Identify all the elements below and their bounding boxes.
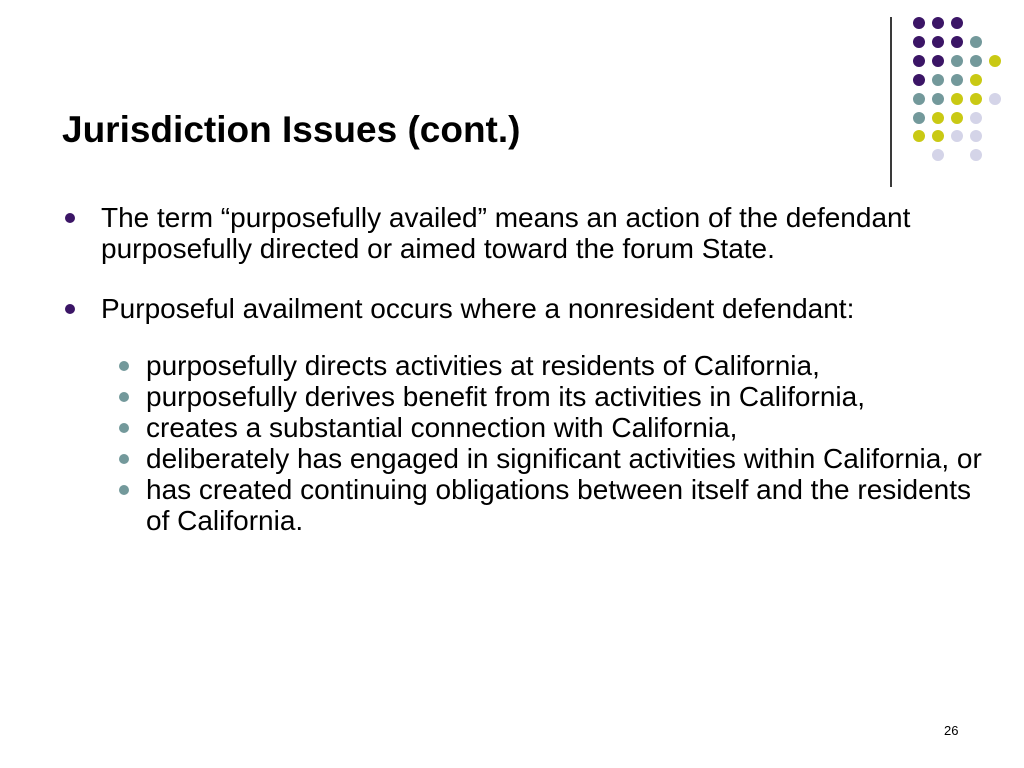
bullet-text: The term “purposefully availed” means an action of the defendant purposefully directed or aimed toward the forum State.	[101, 202, 911, 264]
dot-teal	[932, 93, 944, 105]
dot-yellow	[951, 93, 963, 105]
sub-bullet-dot-icon	[119, 485, 129, 495]
dot-lavender	[970, 112, 982, 124]
bullet-text: Purposeful availment occurs where a nonresident defendant:	[101, 293, 855, 324]
sub-bullet-item	[146, 350, 1002, 381]
sub-bullet-text: deliberately has engaged in significant activities within California, or	[146, 443, 982, 474]
dot-teal	[970, 36, 982, 48]
dot-purple	[932, 55, 944, 67]
dot-purple	[932, 36, 944, 48]
dot-lavender	[970, 130, 982, 142]
dot-purple	[913, 55, 925, 67]
sub-bullet-text: purposefully derives benefit from its activities in California,	[146, 381, 865, 412]
dot-purple	[932, 17, 944, 29]
sub-bullet-text: has created continuing obligations between itself and the residents of California.	[146, 474, 971, 536]
sub-bullet-dot-icon	[119, 454, 129, 464]
vertical-divider	[890, 17, 892, 187]
decorative-dot-grid	[900, 8, 1010, 168]
dot-teal	[932, 74, 944, 86]
dot-purple	[913, 17, 925, 29]
dot-lavender	[989, 93, 1001, 105]
slide-body	[62, 202, 1002, 536]
sub-bullet-dot-icon	[119, 392, 129, 402]
dot-yellow	[932, 112, 944, 124]
dot-lavender	[951, 130, 963, 142]
dot-yellow	[970, 93, 982, 105]
bullet-dot-icon	[65, 213, 75, 223]
dot-teal	[913, 112, 925, 124]
dot-purple	[913, 36, 925, 48]
dot-yellow	[989, 55, 1001, 67]
slide-title: Jurisdiction Issues (cont.)	[62, 109, 521, 150]
page-number: 26	[944, 723, 959, 738]
dot-lavender	[932, 149, 944, 161]
dot-teal	[970, 55, 982, 67]
dot-teal	[951, 74, 963, 86]
sub-bullet-dot-icon	[119, 423, 129, 433]
sub-bullet-text: purposefully directs activities at residents of California,	[146, 350, 820, 381]
bullet-dot-icon	[65, 304, 75, 314]
dot-lavender	[970, 149, 982, 161]
sub-bullet-item	[146, 474, 1002, 536]
dot-yellow	[951, 112, 963, 124]
sub-bullet-list	[146, 350, 1002, 536]
dot-purple	[951, 36, 963, 48]
sub-bullet-item	[146, 381, 1002, 412]
sub-bullet-item	[146, 412, 1002, 443]
dot-purple	[913, 74, 925, 86]
bullet-item	[62, 293, 1002, 324]
dot-yellow	[913, 130, 925, 142]
dot-purple	[951, 17, 963, 29]
dot-yellow	[932, 130, 944, 142]
sub-bullet-dot-icon	[119, 361, 129, 371]
dot-yellow	[970, 74, 982, 86]
dot-teal	[913, 93, 925, 105]
dot-teal	[951, 55, 963, 67]
bullet-item	[62, 202, 1002, 264]
sub-bullet-text: creates a substantial connection with California,	[146, 412, 738, 443]
sub-bullet-item	[146, 443, 1002, 474]
